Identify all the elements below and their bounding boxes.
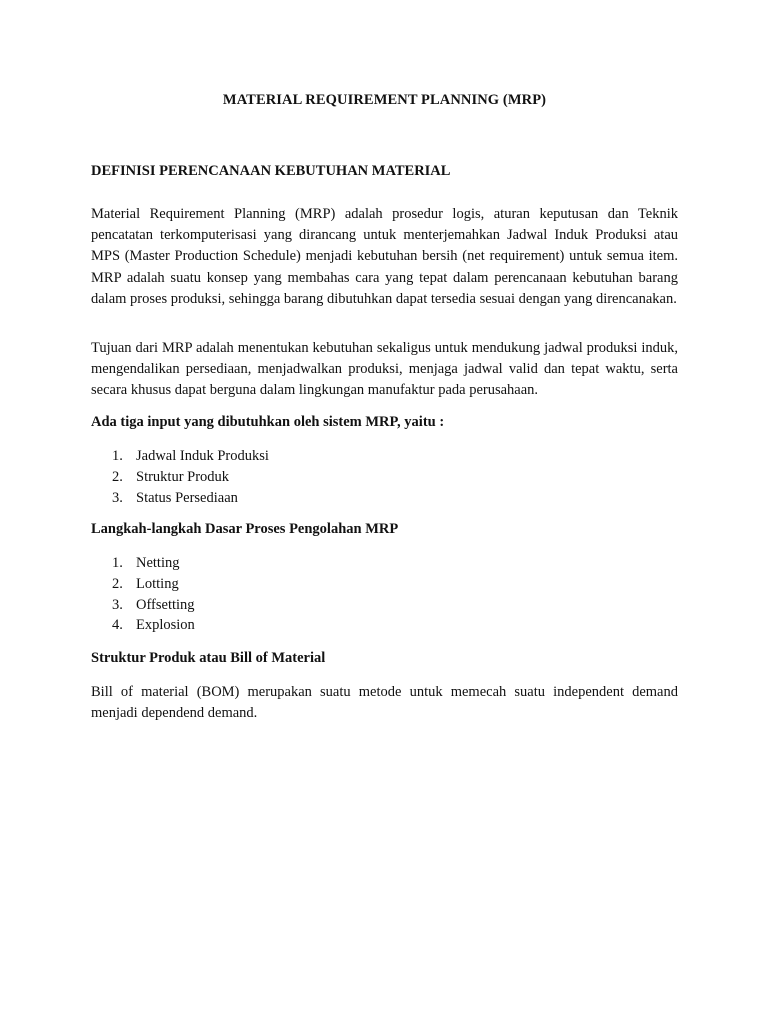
list-item-text: Jadwal Induk Produksi [136,448,269,464]
list-item-number: 3. [112,489,123,506]
section-heading-langkah-mrp: Langkah-langkah Dasar Proses Pengolahan MRP [91,521,399,537]
list-item-text: Lotting [136,575,179,592]
list-item-number: 1. [112,555,123,571]
list-item-text: Status Persediaan [136,489,238,506]
list-item-number: 3. [112,596,123,613]
list-item [91,488,269,509]
list-item-text: Struktur Produk [136,468,230,485]
paragraph-definisi-mrp: Material Requirement Planning (MRP) adalah prosedur logis, aturan keputusan dan Teknik pencatatan terkomputerisasi yang dirancang untuk menterjemahkan Jadwal Induk Produksi atau MPS (Master Production Schedule) menjadi kebutuhan bersih (net requirement) untuk semua item. MRP adalah suatu konsep yang membahas cara yang tepat dalam perencanaan kebutuhan barang dalam proses produksi, sehingga barang dibutuhkan dapat tersedia sesuai dengan yang direncanakan. [91,206,678,307]
document-title: MATERIAL REQUIREMENT PLANNING (MRP) [222,92,547,108]
list-item [91,615,195,636]
section-heading-input-mrp: Ada tiga input yang dibutuhkan oleh sistem MRP, yaitu : [91,414,445,430]
list-item-number: 1. [112,448,123,464]
list-item-text: Explosion [136,617,195,634]
list-item [91,553,195,574]
list-item [91,595,195,616]
section-heading-bom: Struktur Produk atau Bill of Material [91,650,326,666]
list-item [91,446,269,467]
paragraph-bom: Bill of material (BOM) merupakan suatu metode untuk memecah suatu independent demand menjadi dependend demand. [91,684,678,722]
list-item-number: 2. [112,468,123,485]
list-item-number: 2. [112,575,123,592]
list-item [91,574,195,595]
section-heading-definisi: DEFINISI PERENCANAAN KEBUTUHAN MATERIAL [91,163,451,179]
paragraph-tujuan-mrp: Tujuan dari MRP adalah menentukan kebutuhan sekaligus untuk mendukung jadwal produksi induk, mengendalikan persediaan, menjadwalkan produksi, menjaga jadwal valid dan tepat waktu, serta secara khusus dapat berguna dalam lingkungan manufaktur pada perusahaan. [91,340,678,399]
list-item-number: 4. [112,617,123,634]
list-item-text: Netting [136,555,180,571]
steps-list [91,553,195,636]
list-item [91,467,269,488]
input-list [91,446,269,508]
list-item-text: Offsetting [136,596,195,613]
